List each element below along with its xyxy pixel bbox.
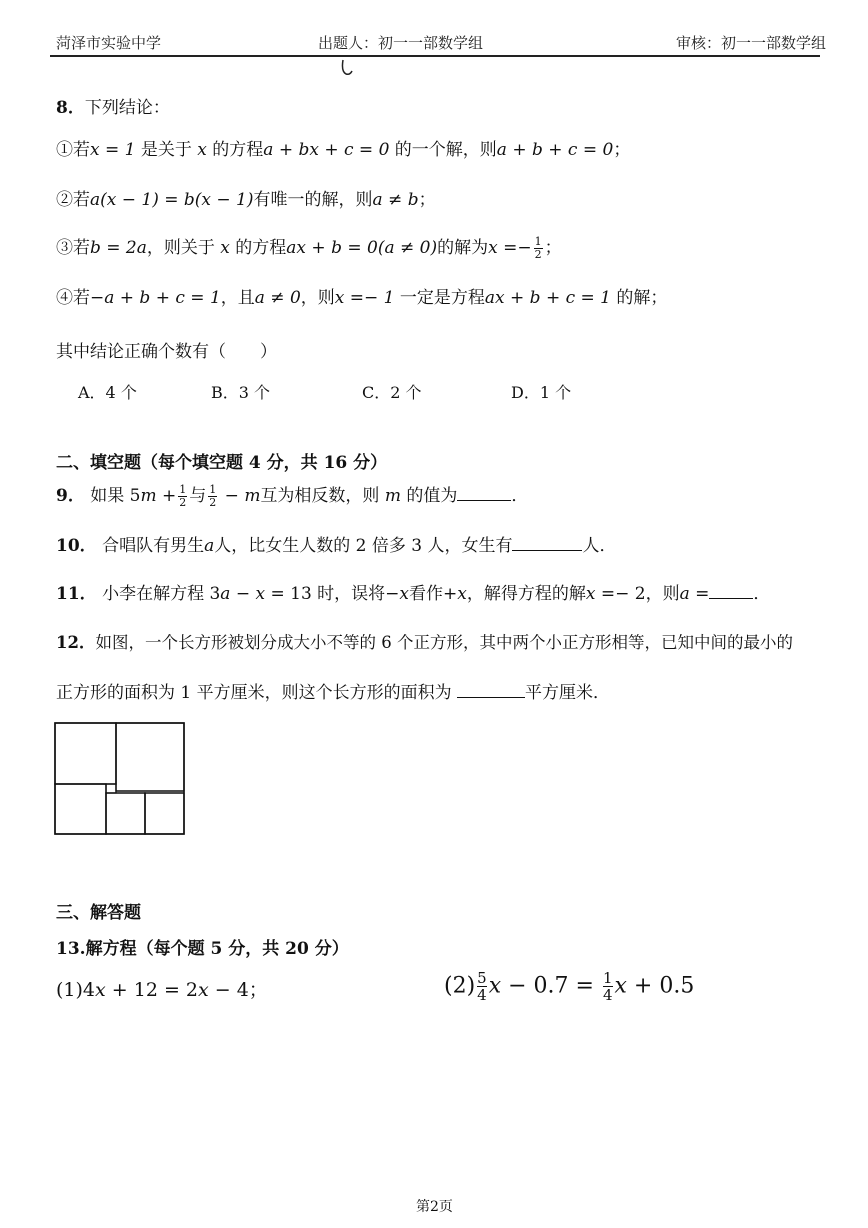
square-top-right — [116, 723, 184, 791]
c3-end: ； — [544, 238, 562, 258]
q9-t1: 如果 5 — [84, 486, 141, 506]
q8-number: 8． — [56, 98, 85, 118]
header-setter: 出题人：初一一部数学组 — [318, 34, 484, 52]
c1-math1: x = 1 — [90, 140, 136, 160]
q11-t4: ，解得方程的解 — [466, 584, 586, 604]
header-reviewer: 审核：初一一部数学组 — [676, 34, 827, 52]
q13-p2-x1: x — [488, 973, 502, 999]
c3-mid3: 的解为 — [437, 238, 489, 258]
q10-answer-blank[interactable] — [512, 536, 582, 551]
q9-frac2 — [208, 484, 217, 509]
c2-pre: ②若 — [56, 190, 90, 210]
section-2-heading: 二、填空题（每个填空题 4 分，共 16 分） — [56, 453, 388, 473]
c1-var: x — [197, 140, 207, 160]
q10-m1: a — [204, 536, 215, 556]
q13-p2-x2: x — [614, 973, 627, 999]
q11-number: 11． — [56, 584, 97, 604]
q8-conclusion-3 — [56, 236, 562, 261]
q11-m4: x — [585, 584, 596, 604]
q13-p2-frac1 — [477, 970, 487, 1003]
q11-m1: a − x — [220, 584, 266, 604]
q11-t1: 小李在解方程 3 — [96, 584, 221, 604]
q8-title: 下列结论： — [84, 98, 170, 118]
q12-line2 — [56, 681, 610, 705]
c4-mid3: 一定是方程 — [394, 288, 485, 308]
q9 — [56, 484, 528, 509]
q9-t4: − — [219, 486, 245, 506]
q12-answer-blank[interactable] — [457, 683, 525, 698]
c3-mid: ，则关于 — [146, 238, 221, 258]
c3-frac-num: 1 — [534, 235, 542, 248]
q11-m3: x — [457, 584, 467, 604]
outer-rectangle — [55, 723, 184, 834]
c4-math3: x =− 1 — [334, 288, 395, 308]
q9-f1n: 1 — [179, 483, 187, 496]
q10-t3: 人． — [582, 536, 617, 556]
q9-t5: 互为相反数，则 — [260, 486, 385, 506]
q11 — [56, 582, 770, 606]
q13-p2-f1d: 4 — [477, 986, 487, 1004]
page-number: 第2页 — [416, 1199, 453, 1215]
c1-mid3: 的一个解，则 — [389, 140, 497, 160]
c3-pre: ③若 — [56, 238, 90, 258]
c1-math2: a + bx + c = 0 — [263, 140, 390, 160]
q9-t2: + — [156, 486, 177, 506]
square-bottom-left — [55, 784, 106, 834]
c1-end: ； — [613, 140, 631, 160]
c4-math4: ax + b + c = 1 — [484, 288, 611, 308]
q12-text1: 如图，一个长方形被划分成大小不等的 6 个正方形，其中两个小正方形相等，已知中间的最小的 — [95, 633, 793, 652]
q9-number: 9． — [56, 486, 85, 506]
q9-answer-blank[interactable] — [457, 486, 511, 501]
c1-mid: 是关于 — [135, 140, 198, 160]
q11-t6: = — [689, 584, 710, 604]
q13-p2-pre: (2) — [444, 973, 476, 999]
q13-p2-frac2 — [603, 970, 613, 1003]
c3-math3: x =− — [488, 238, 532, 258]
q8-conclusion-4 — [56, 286, 667, 310]
q13-p2-end: + 0.5 — [626, 973, 695, 999]
c4-end: 的解； — [611, 288, 668, 308]
q13-p1-x2: x — [198, 979, 209, 1001]
q13-p1-rest: + 12 = 2 — [105, 979, 198, 1001]
header-school: 菏泽市实验中学 — [56, 34, 162, 52]
q12-number: 12． — [56, 633, 96, 652]
option-a[interactable]: A．4 个 — [78, 383, 137, 402]
q13-p2-f2d: 4 — [602, 986, 613, 1004]
c2-end: ； — [418, 190, 436, 210]
q9-f2d: 2 — [209, 496, 217, 509]
q13-title: 13.解方程（每个题 5 分，共 20 分） — [56, 939, 349, 959]
square-top-left — [55, 723, 116, 784]
q11-t7: ． — [753, 584, 771, 604]
c1-math3: a + b + c = 0 — [496, 140, 614, 160]
c2-math1: a(x − 1) = b(x − 1) — [90, 190, 254, 210]
c1-pre: ①若 — [56, 140, 90, 160]
q11-m2: x — [399, 584, 410, 604]
q10 — [56, 534, 616, 558]
q9-f1d: 2 — [179, 496, 187, 509]
square-smallest — [106, 784, 116, 793]
q13-p1-pre: (1)4 — [56, 979, 96, 1001]
c4-pre: ④若 — [56, 288, 90, 308]
c3-fraction — [534, 236, 543, 261]
c4-mid: ，且 — [220, 288, 255, 308]
c4-mid2: ，则 — [300, 288, 335, 308]
q10-t2: 人，比女生人数的 2 倍多 3 人，女生有 — [214, 536, 513, 556]
q13-part2 — [444, 970, 694, 1003]
q9-m1: m — [140, 486, 157, 506]
pen-mark-icon — [340, 58, 354, 76]
option-c[interactable]: C．2 个 — [362, 383, 422, 402]
q11-t3: 看作+ — [409, 584, 458, 604]
section-3-heading: 三、解答题 — [56, 903, 141, 923]
q13-p2-mid: − 0.7 = — [501, 973, 601, 999]
q9-m2: m — [244, 486, 261, 506]
option-b[interactable]: B．3 个 — [211, 383, 271, 402]
q10-t1: 合唱队有男生 — [96, 536, 205, 556]
q9-t7: ． — [511, 486, 529, 506]
q12-line1 — [56, 631, 793, 655]
q9-t3: 与 — [189, 486, 207, 506]
square-bottom-right — [145, 793, 184, 834]
c2-math2: a ≠ b — [372, 190, 419, 210]
c1-mid2: 的方程 — [206, 140, 264, 160]
q13-part1 — [56, 978, 268, 1002]
header-rule — [50, 55, 820, 57]
q13-p2-f1n: 5 — [477, 969, 487, 987]
c4-math2: a ≠ 0 — [254, 288, 301, 308]
q9-t6: 的值为 — [400, 486, 458, 506]
q8-heading — [56, 96, 170, 120]
c3-var: x — [220, 238, 230, 258]
q12-text2a: 正方形的面积为 1 平方厘米，则这个长方形的面积为 — [56, 683, 458, 703]
q11-t5: =− 2，则 — [595, 584, 680, 604]
q10-number: 10． — [56, 536, 97, 556]
option-d[interactable]: D．1 个 — [511, 383, 572, 402]
q9-f2n: 1 — [209, 483, 217, 496]
c2-mid: 有唯一的解，则 — [253, 190, 373, 210]
c3-math1: b = 2a — [90, 238, 147, 258]
q11-t2: = 13 时，误将− — [265, 584, 400, 604]
q9-m3: m — [384, 486, 401, 506]
q9-frac1 — [178, 484, 187, 509]
q11-m5: a — [679, 584, 690, 604]
c3-mid2: 的方程 — [229, 238, 287, 258]
q8-prompt: 其中结论正确个数有（ ） — [56, 342, 277, 362]
q13-p1-x: x — [95, 979, 106, 1001]
q12-text2b: 平方厘米． — [525, 683, 611, 703]
c4-math1: −a + b + c = 1 — [90, 288, 221, 308]
squares-figure — [54, 722, 186, 836]
c3-math2: ax + b = 0(a ≠ 0) — [286, 238, 438, 258]
q13-p1-end: − 4； — [208, 979, 268, 1001]
q13-p2-f2n: 1 — [602, 969, 613, 987]
q8-conclusion-1 — [56, 138, 630, 162]
q8-conclusion-2 — [56, 188, 436, 212]
c3-frac-den: 2 — [534, 248, 542, 261]
square-bottom-middle — [106, 793, 145, 834]
q11-answer-blank[interactable] — [709, 584, 753, 599]
